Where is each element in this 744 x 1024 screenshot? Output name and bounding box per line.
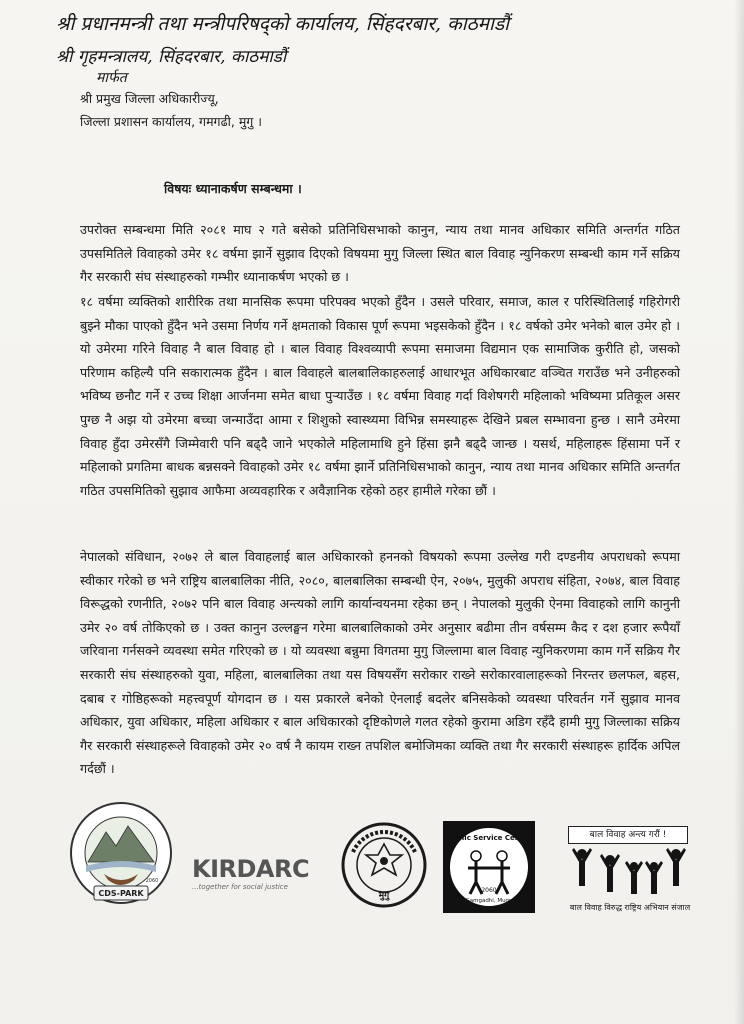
handwritten-addressee-line-1: श्री प्रधानमन्त्री तथा मन्त्रीपरिषद्को कार्यालय, सिंहदरबार, काठमाडौं [56,13,510,35]
recipient-office-line: जिल्ला प्रशासन कार्यालय, गमगढी, मुगु । [80,114,263,129]
kirdarc-logo [192,855,332,891]
cds-park-label: CDS-PARK [98,889,144,898]
body-paragraph-2: १८ वर्षमा व्यक्तिको शारीरिक तथा मानसिक रूपमा परिपक्व भएको हुँदैन । उसले परिवार, समाज, काल र परिस्थितिलाई गहिरोगरी बुझ्ने मौका पाएको हुँदैन भने उसमा निर्णय गर्ने क्षमताको विकास पूर्ण रूपमा भइसकेको हुँदैन । १८ वर्षको उमेर भनेको बाल उमेर हो । यो उमेरमा गरिने विवाह नै बाल विवाह हो । बाल विवाह विश्वव्यापी रूपमा समाजमा विद्यमान एक सामाजिक कुरीति हो, जसको परिणाम कहिल्यै पनि सकारात्मक हुँदैन । बाल विवाहले बालबालिकाहरुलाई आधारभूत अधिकारबाट वञ्चित गराउँछ भने उनीहरुको भविष्य छनौट गर्ने र उच्च शिक्षा आर्जनमा समेत बाधा पुऱ्याउँछ । १८ वर्षमा विवाह गर्दा विशेषगरी महिलाको भविष्यमा प्रतिकूल असर पुग्छ नै अझ यो उमेरमा बच्चा जन्माउँदा आमा र शिशुको स्वास्थ्यमा विभिन्न समस्याहरू देखिने प्रबल सम्भावना हुन्छ । सानै उमेरमा विवाह हुँदा उमेरसँगै जिम्मेवारी पनि बढ्दै जाने भएकोले महिलामाथि हुने हिंसा झनै बढ्दै जान्छ । यसर्थ, महिलाहरू हिंसामा पर्ने र महिलाको प्रगतिमा बाधक बन्नसक्ने विवाहको उमेर १८ वर्षमा झार्ने प्रतिनिधिसभाको कानुन, न्याय तथा मानव अधिकार समिति अन्तर्गत गठित उपसमितिको सुझाव आफैमा अव्यवहारिक र अवैज्ञानिक रहेको ठहर हामीले गरेका छौं । [80,294,680,498]
body-paragraph-3: नेपालको संविधान, २०७२ ले बाल विवाहलाई बाल अधिकारको हननको विषयको रूपमा उल्लेख गरी दण्डनीय अपराधको रूपमा स्वीकार गरेको छ भने राष्ट्रिय बालबालिका नीति, २०८०, बालबालिका सम्बन्धी ऐन, २०७५, मुलुकी अपराध संहिता, २०७४, बाल विवाह विरूद्धको रणनीति, २०७२ पनि बाल विवाह अन्त्यको लागि कार्यान्वयनमा रहेका छन् । नेपालको मुलुकी ऐनमा विवाहको लागि कानुनी उमेर २० वर्ष तोकिएको छ । उक्त कानुन उल्लङ्घन गरेमा बालबालिकाको उमेर अनुसार बढीमा तीन वर्षसम्म कैद र दश हजार रूपैयाँ जरिवाना गर्नसक्ने व्यवस्था समेत गरिएको छ । यो व्यवस्था बन्नुमा विगतमा मुगु जिल्लामा बाल विवाह न्युनिकरणमा काम गर्ने सक्रिय गैर सरकारी संघ संस्थाहरुको युवा, महिला, बालबालिका तथा यस विषयसँग सरोकार राख्ने सरोकारवालाहरूको निरन्तर छलफल, बहस, दबाब र गोष्ठिहरूको महत्त्वपूर्ण योगदान छ । यस प्रकारले बनेको ऐनलाई बदलेर बनिसकेको व्यवस्था परिवर्तन गर्ने सुझाव मानव अधिकार, युवा अधिकार, महिला अधिकार र बाल अधिकारको दृष्टिकोणले गलत रहेको कुरामा अडिग रहँदै हामी मुगु जिल्लाका सक्रिय गैर सरकारी संस्थाहरूले विवाहको उमेर २० वर्ष नै कायम राख्न तपशिल बमोजिमका व्यक्ति तथा गैर सरकारी संस्थाहरू हार्दिक अपिल गर्दछौं । [80,549,680,777]
psc-name-label: Public Service Centre [446,834,532,842]
psc-place-label: Gamgadhi, Mugu [465,898,513,904]
recipient-line: श्री प्रमुख जिल्ला अधिकारीज्यू, [80,91,219,106]
psc-year-label: 2060 [481,887,497,894]
end-child-marriage-campaign-logo [560,820,700,920]
seal-place-label: मुगु [378,891,390,901]
cds-park-year: 2060 [145,878,159,884]
kirdarc-wordmark: KIRDARC [192,855,310,883]
cds-park-logo [68,800,174,906]
body-paragraph-1: उपरोक्त सम्बन्धमा मिति २०८१ माघ २ गते बसेको प्रतिनिधिसभाको कानुन, न्याय तथा मानव अधिकार समिति अन्तर्गत गठित उपसमितिले विवाहको उमेर १८ वर्षमा झार्ने सुझाव दिएको विषयमा मुगु जिल्ला स्थित बाल विवाह न्युनिकरण सम्बन्धी काम गर्ने सक्रिय गैर सरकारी संघ संस्थाहरुको गम्भीर ध्यानाकर्षण भएको छ । [80,222,680,285]
people-group-icon [570,846,688,900]
kirdarc-tagline: ...together for social justice [192,883,288,891]
campaign-slogan: बाल विवाह अन्त्य गरौं ! [568,826,688,844]
letter-subject: विषयः ध्यानाकर्षण सम्बन्धमा । [164,181,302,196]
campaign-network-name: बाल विवाह विरुद्ध राष्ट्रिय अभियान संजाल [569,903,691,912]
handwritten-addressee-line-2: श्री गृहमन्त्रालय, सिंहदरबार, काठमाडौं [56,47,287,67]
handwritten-via-note: मार्फत [96,70,127,86]
organization-seal-stamp [341,822,427,908]
public-service-centre-logo [442,820,536,914]
